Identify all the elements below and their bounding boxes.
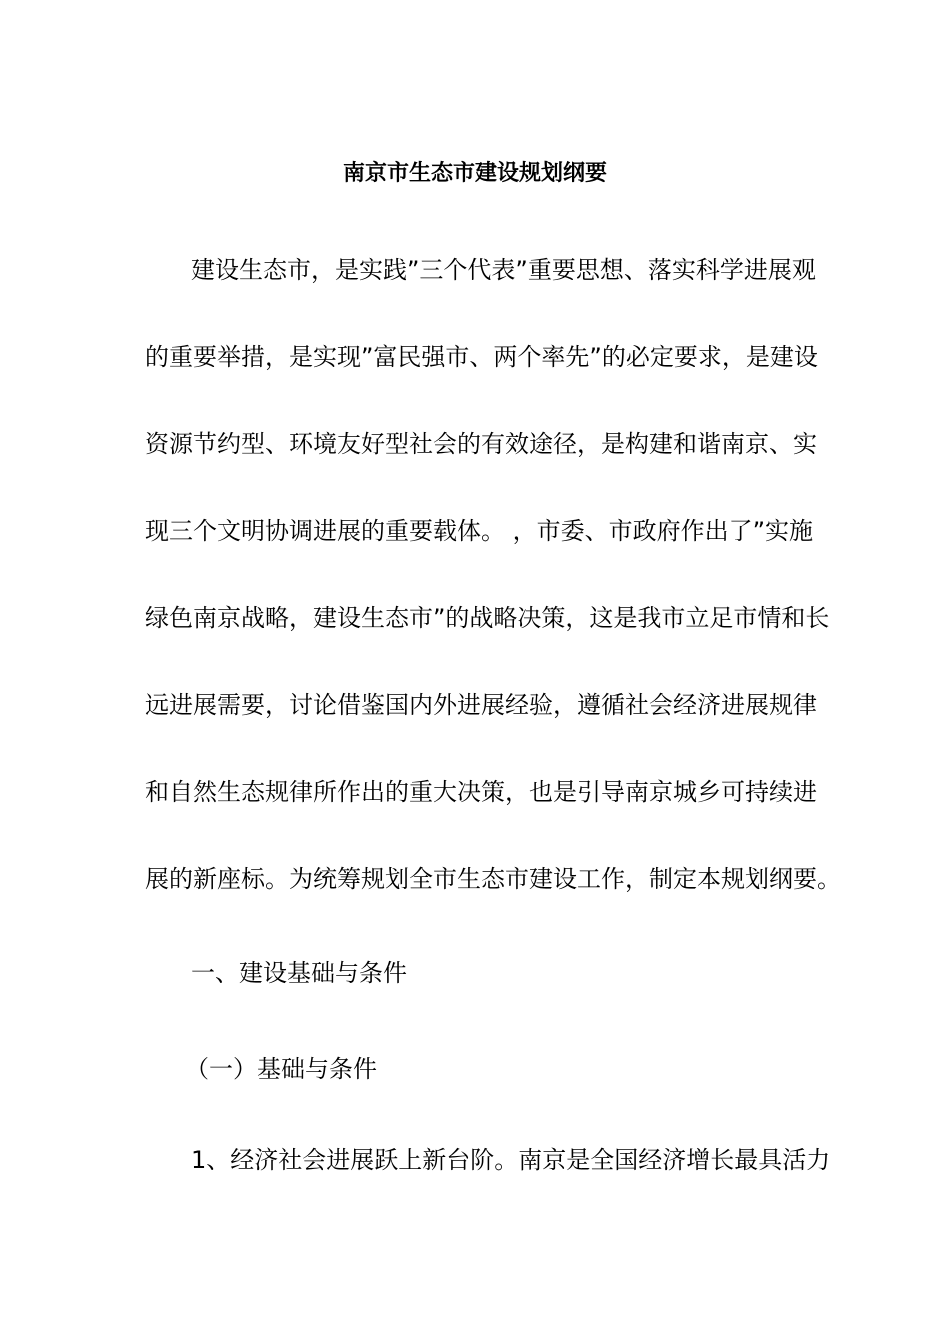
- paragraph-line-5: 绿色南京战略，建设生态市”的战略决策，这是我市立足市情和长: [145, 604, 830, 632]
- paragraph-line-8: 展的新座标。为统筹规划全市生态市建设工作，制定本规划纲要。: [145, 865, 841, 893]
- paragraph-line-7: 和自然生态规律所作出的重大决策，也是引导南京城乡可持续进: [145, 778, 817, 806]
- paragraph-line-3: 资源节约型、环境友好型社会的有效途径，是构建和谐南京、实: [145, 430, 817, 458]
- paragraph-line-1: 建设生态市，是实践”三个代表”重要思想、落实科学进展观: [191, 256, 816, 284]
- section-heading: 一、建设基础与条件: [191, 959, 407, 987]
- subsection-heading: （一）基础与条件: [185, 1055, 377, 1083]
- paragraph-line-4: 现三个文明协调进展的重要载体。 ，市委、市政府作出了”实施: [145, 517, 814, 545]
- item-1-line: 1、经济社会进展跃上新台阶。南京是全国经济增长最具活力: [191, 1146, 831, 1174]
- paragraph-line-6: 远进展需要，讨论借鉴国内外进展经验，遵循社会经济进展规律: [145, 691, 817, 719]
- document-title: 南京市生态市建设规划纲要: [342, 161, 607, 186]
- paragraph-line-2: 的重要举措，是实现”富民强市、两个率先”的必定要求，是建设: [145, 343, 818, 371]
